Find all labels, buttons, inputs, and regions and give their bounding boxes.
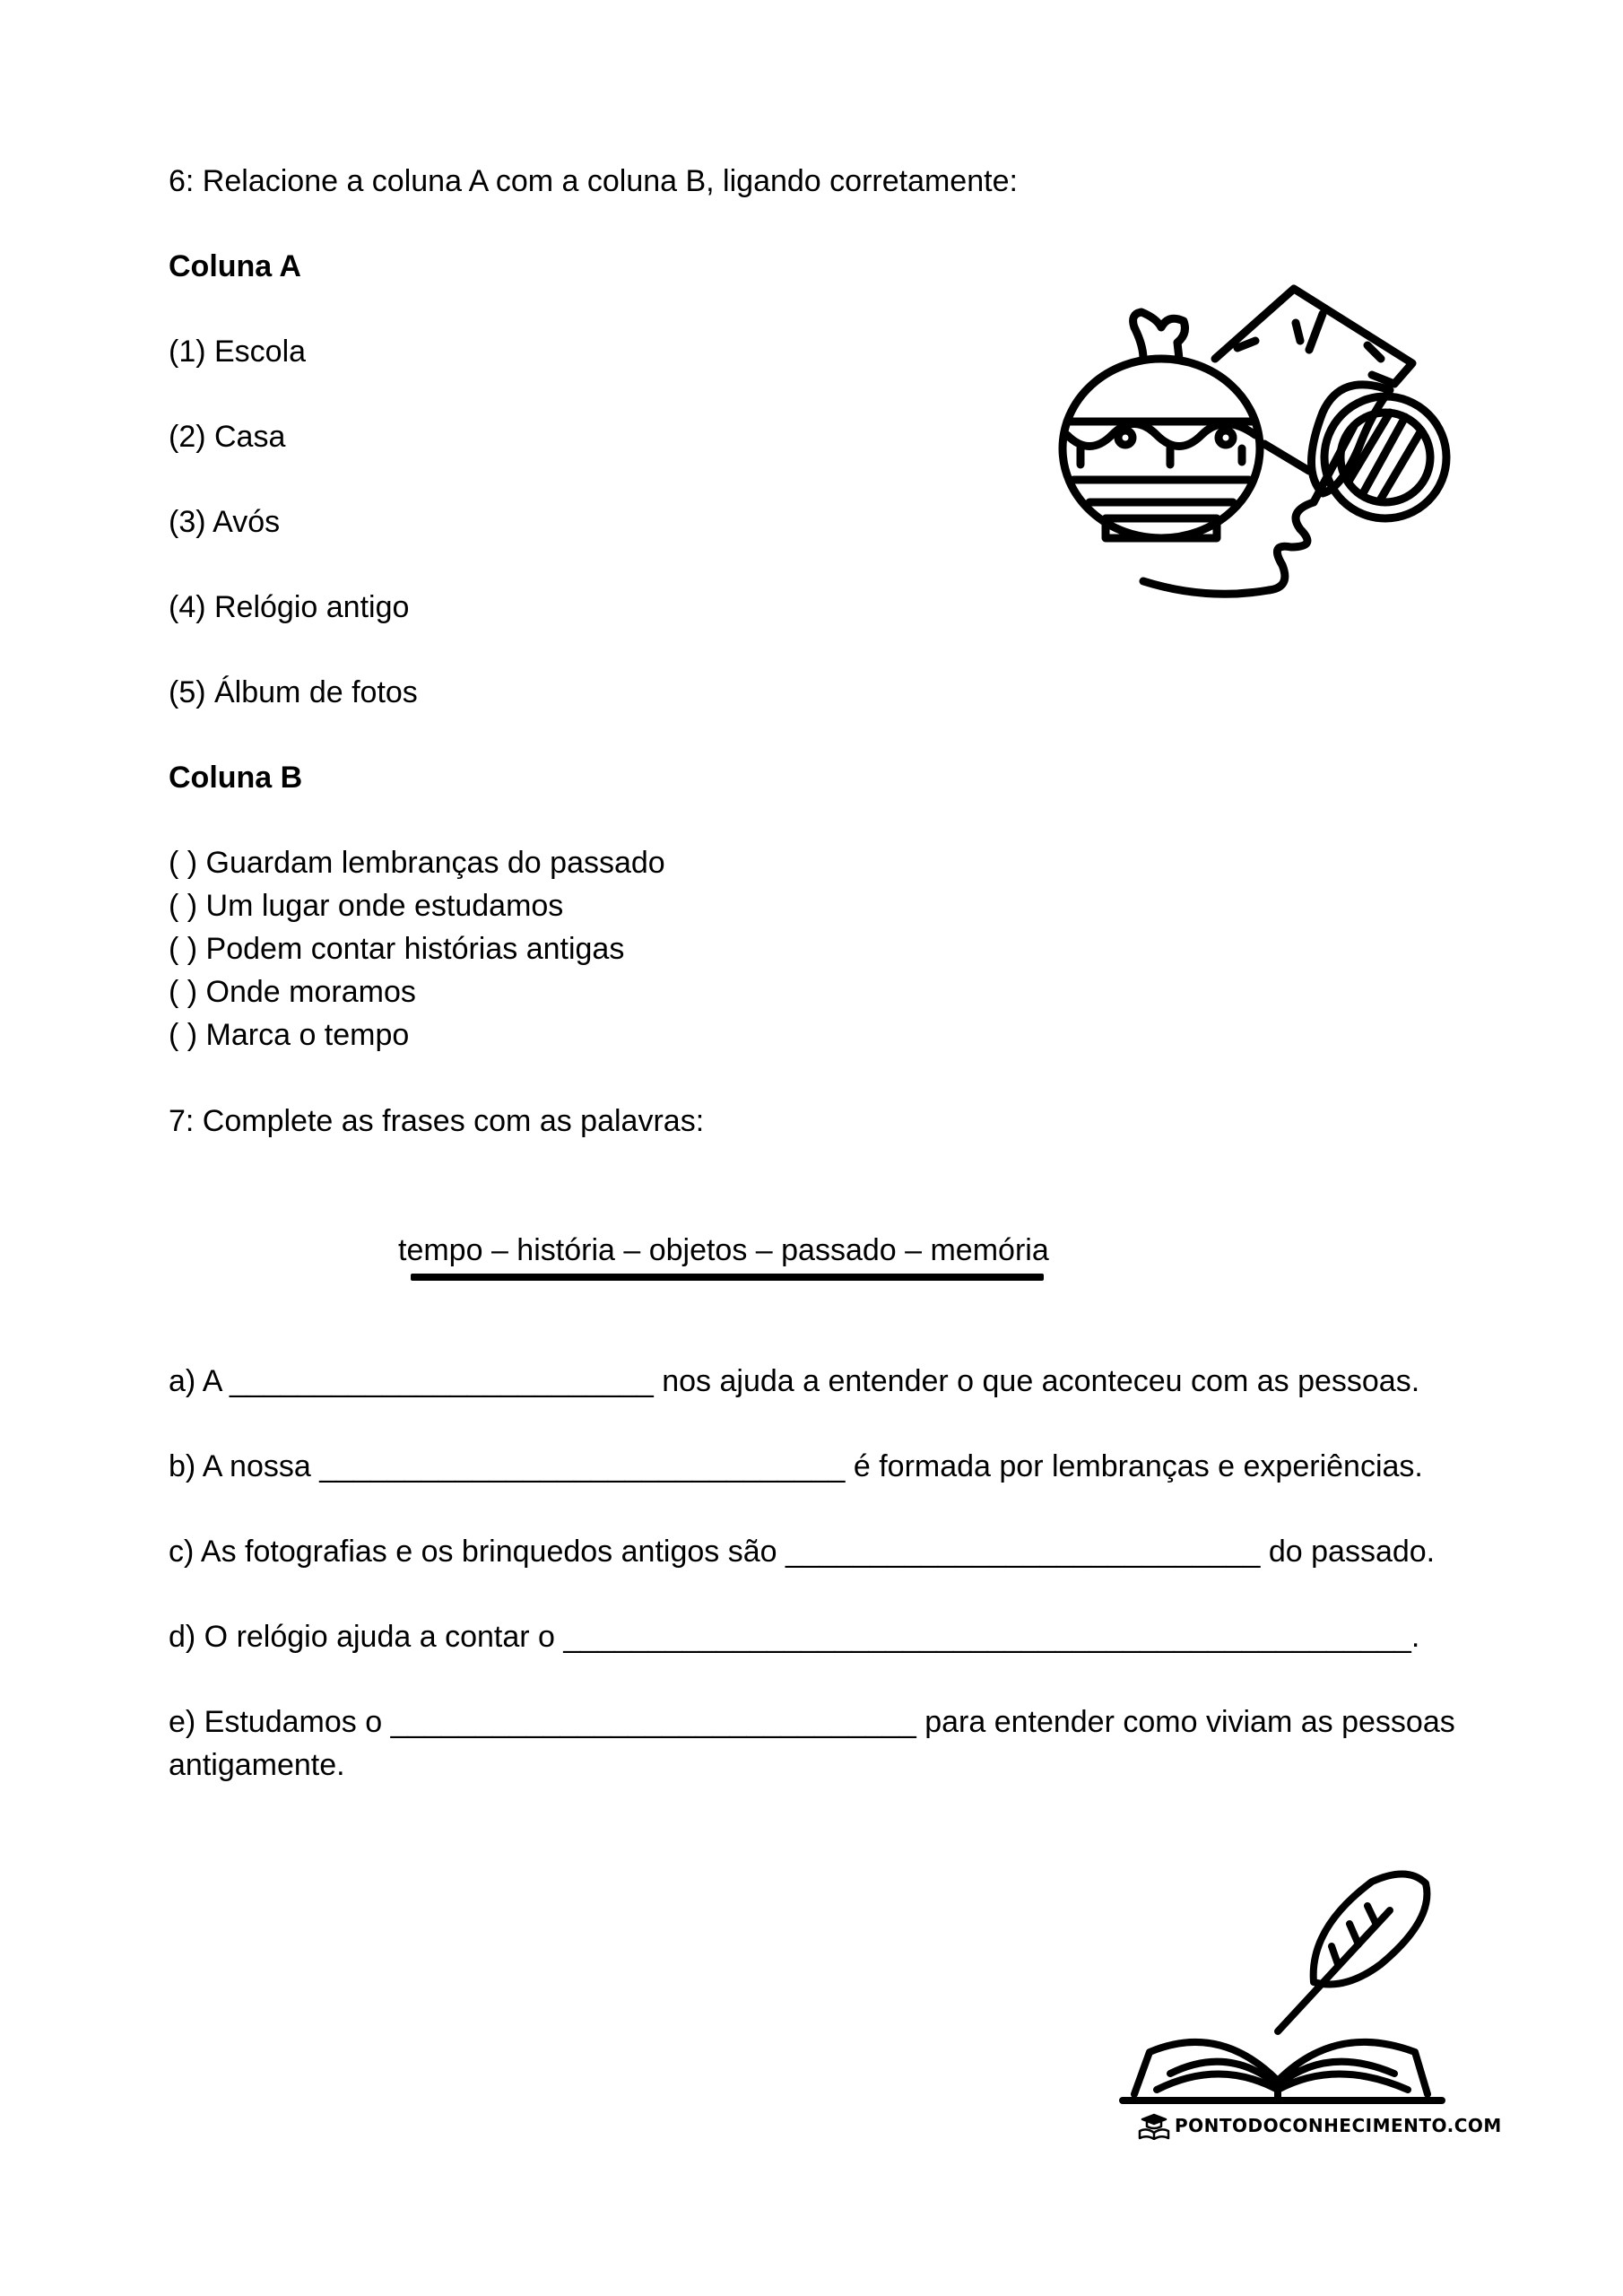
question-7-prompt: 7: Complete as frases com as palavras:	[169, 1104, 705, 1138]
fill-in-sentence: b) A nossa _______________________________ é formada por lembranças e experiências.	[169, 1449, 1423, 1483]
column-b-item: ( ) Guardam lembranças do passado	[169, 846, 665, 880]
column-a-item: (2) Casa	[169, 420, 286, 454]
word-bank: tempo – história – objetos – passado – memória	[398, 1233, 1049, 1267]
fill-in-sentence: d) O relógio ajuda a contar o __________________________________________________.	[169, 1620, 1420, 1654]
column-a-item: (1) Escola	[169, 335, 307, 369]
fill-in-sentence: e) Estudamos o _______________________________ para entender como viviam as pessoas	[169, 1705, 1455, 1739]
column-a-item: (3) Avós	[169, 505, 281, 539]
graduate-book-logo-icon	[1137, 2113, 1171, 2140]
column-a-title: Coluna A	[169, 249, 301, 283]
fill-in-sentence-continuation: antigamente.	[169, 1748, 345, 1782]
question-6-prompt: 6: Relacione a coluna A com a coluna B, ligando corretamente:	[169, 164, 1018, 198]
column-b-title: Coluna B	[169, 761, 303, 795]
site-name-label: PONTODOCONHECIMENTO.COM	[1175, 2115, 1502, 2136]
fill-in-sentence: a) A _________________________ nos ajuda a entender o que aconteceu com as pessoas.	[169, 1364, 1420, 1398]
column-b-item: ( ) Um lugar onde estudamos	[169, 889, 564, 923]
vase-scroll-magnifier-icon	[1054, 278, 1466, 610]
column-b-item: ( ) Marca o tempo	[169, 1018, 410, 1052]
column-a-item: (5) Álbum de fotos	[169, 675, 418, 709]
book-quill-icon	[1103, 1866, 1462, 2112]
column-a-item: (4) Relógio antigo	[169, 590, 410, 624]
fill-in-sentence: c) As fotografias e os brinquedos antigos são ____________________________ do passado.	[169, 1535, 1436, 1569]
column-b-item: ( ) Onde moramos	[169, 975, 416, 1009]
column-b-item: ( ) Podem contar histórias antigas	[169, 932, 625, 966]
word-bank-underline	[411, 1274, 1044, 1281]
